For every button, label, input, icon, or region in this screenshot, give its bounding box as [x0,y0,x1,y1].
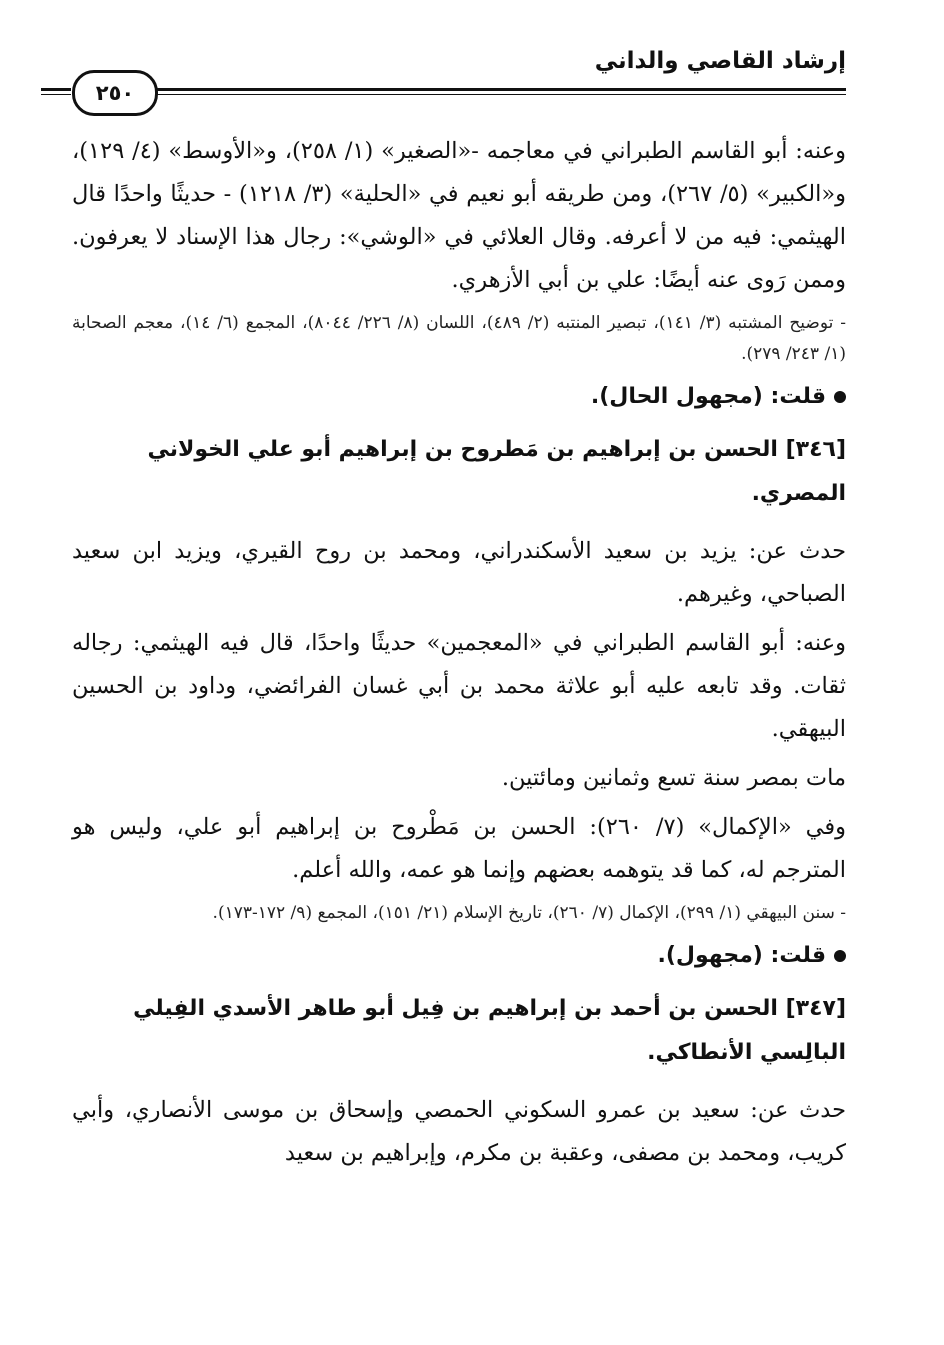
bullet-icon [834,950,846,962]
verdict [72,376,846,418]
paragraph: حدث عن: سعيد بن عمرو السكوني الحمصي وإسحاق بن موسى الأنصاري، وأبي كريب، ومحمد بن مصفى، وعقبة بن مكرم، وإبراهيم بن سعيد [72,1097,846,1166]
paragraph: حدث عن: يزيد بن سعيد الأسكندراني، ومحمد بن روح القيري، ويزيد ابن سعيد الصباحي، وغيرهم. [72,538,846,607]
running-title: إرشاد القاصي والداني [594,48,846,74]
entry-heading: [٣٤٧] الحسن بن أحمد بن إبراهيم بن فِيل أبو طاهر الأسدي الفِيلي البالِسي الأنطاكي. [133,996,846,1065]
entry-heading: [٣٤٦] الحسن بن إبراهيم بن مَطروح بن إبراهيم أبو علي الخولاني المصري. [147,437,846,506]
verdict-text: قلت: (مجهول). [657,943,826,968]
paragraph: وعنه: أبو القاسم الطبراني في معاجمه -«الصغير» (١/ ٢٥٨)، و«الأوسط» (٤/ ١٢٩)، و«الكبير» (٥/ ٢٦٧)، ومن طريقه أبو نعيم في «الحلية» (٣/ ١٢١٨) - حديثًا واحدًا قال الهيثمي: فيه من لا أعرفه. وقال العلائي في «الوشي»: رجال هذا الإسناد لا يعرفون. وممن رَوى عنه أيضًا: علي بن أبي الأزهري. [72,138,847,293]
bullet-icon [834,391,846,403]
header-rule [132,88,846,95]
page-header [72,48,846,130]
verdict [72,935,846,977]
footnote-sources: - سنن البيهقي (١/ ٢٩٩)، الإكمال (٧/ ٢٦٠)، تاريخ الإسلام (٢١/ ١٥١)، المجمع (٩/ ١٧٢-١٧٣). [212,903,846,923]
footnote-sources: - توضيح المشتبه (٣/ ١٤١)، تبصير المنتبه (٢/ ٤٨٩)، اللسان (٨/ ٢٢٦/ ٨٠٤٤)، المجمع (٦/ ١٤)، معجم الصحابة (١/ ٢٤٣/ ٢٧٩). [72,313,847,364]
verdict-text: قلت: (مجهول الحال). [590,384,826,409]
paragraph: مات بمصر سنة تسع وثمانين ومائتين. [501,765,846,791]
paragraph: وعنه: أبو القاسم الطبراني في «المعجمين» حديثًا واحدًا، قال فيه الهيثمي: رجاله ثقات. وقد تابعه عليه أبو علاثة محمد بن أبي غسان الفرائضي، وداود بن الحسين البيهقي. [72,630,846,742]
page-number: ٢٥٠ [72,70,158,116]
paragraph: وفي «الإكمال» (٧/ ٢٦٠): الحسن بن مَطْروح بن إبراهيم أبو علي، وليس هو المترجم له، كما قد يتوهمه بعضهم وإنما هو عمه، والله أعلم. [72,814,847,883]
